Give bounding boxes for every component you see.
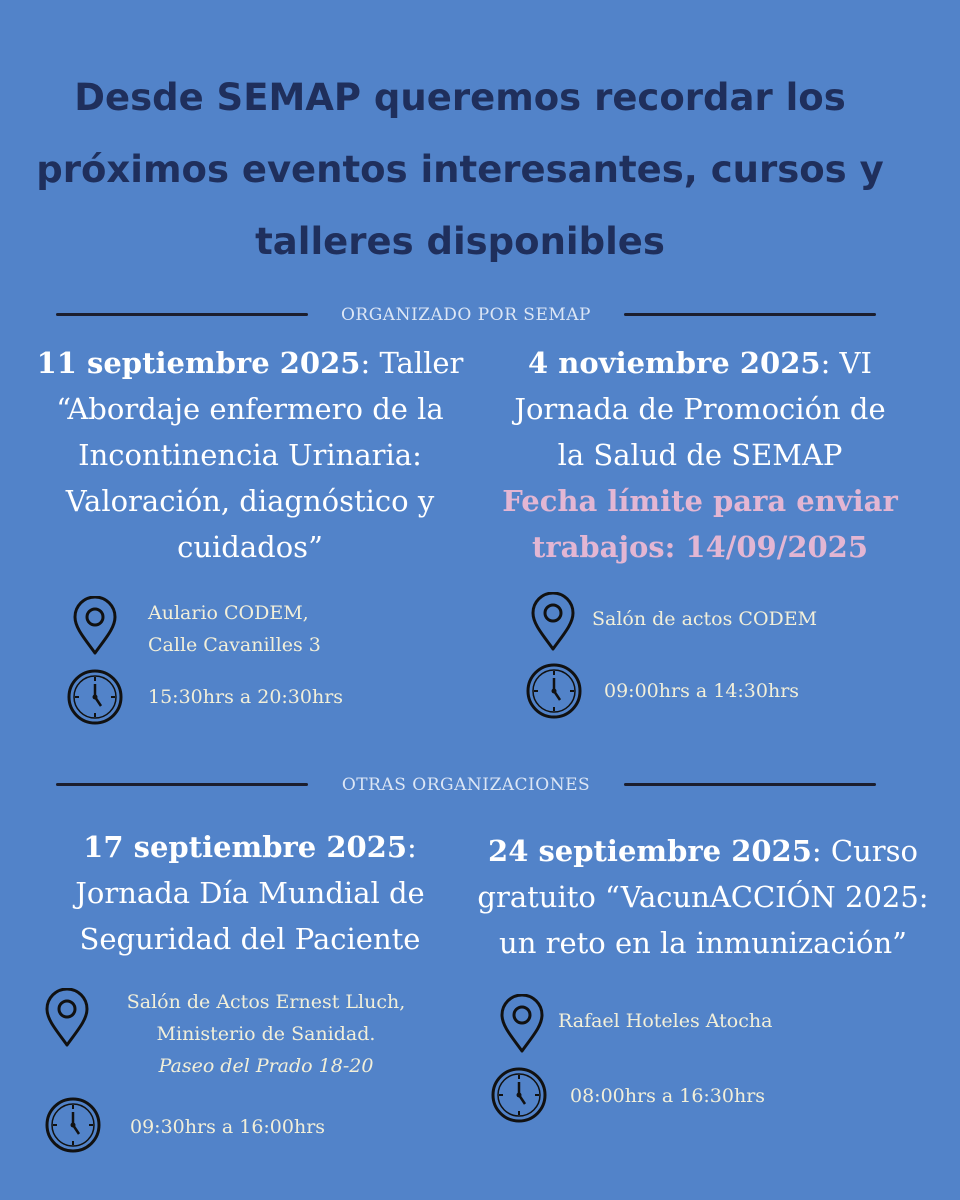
event-2-time: 09:00hrs a 14:30hrs: [604, 680, 800, 702]
headline-line-2: próximos eventos interesantes, cursos y: [36, 148, 884, 191]
event-3-title-line-3: Seguridad del Paciente: [79, 922, 421, 956]
event-3-location-line-1: Salón de Actos Ernest Lluch,: [126, 991, 406, 1013]
section-divider-others: [56, 773, 876, 797]
event-1-time: 15:30hrs a 20:30hrs: [148, 686, 344, 708]
section-label-others: OTRAS ORGANIZACIONES: [341, 775, 591, 795]
event-1-location: [148, 597, 321, 661]
event-3-title: [20, 824, 480, 962]
event-2-deadline-line-1: Fecha límite para enviar: [502, 484, 898, 518]
map-pin-icon: [42, 988, 92, 1048]
event-4-title-line-3: un reto en la inmunización”: [499, 926, 907, 960]
event-2-title-line-2: Jornada de Promoción de: [514, 392, 886, 426]
event-2-title: [480, 340, 920, 570]
map-pin-icon: [528, 592, 578, 652]
divider-line-right: [624, 783, 876, 786]
event-1-title-line-1: : Taller: [360, 346, 464, 380]
event-1-title: [30, 340, 470, 570]
event-4-location: Rafael Hoteles Atocha: [558, 1010, 773, 1032]
section-label-semap: ORGANIZADO POR SEMAP: [340, 305, 591, 325]
headline-line-3: talleres disponibles: [255, 220, 665, 263]
event-1-title-line-2: “Abordaje enfermero de la: [56, 392, 444, 426]
event-1-location-line-1: Aulario CODEM,: [148, 602, 309, 624]
event-4-time: 08:00hrs a 16:30hrs: [570, 1085, 766, 1107]
event-1-date: 11 septiembre 2025: [36, 346, 361, 380]
clock-icon: [490, 1066, 548, 1124]
event-2-deadline-line-2: trabajos: 14/09/2025: [531, 530, 869, 564]
clock-icon: [66, 668, 124, 726]
event-3-title-line-1: :: [407, 830, 417, 864]
event-2-title-line-1: : VI: [820, 346, 872, 380]
map-pin-icon: [70, 596, 120, 656]
event-1-title-line-3: Incontinencia Urinaria:: [78, 438, 422, 472]
event-3-title-line-2: Jornada Día Mundial de: [75, 876, 425, 910]
event-1-title-line-4: Valoración, diagnóstico y: [65, 484, 435, 518]
event-2-title-line-3: la Salud de SEMAP: [557, 438, 843, 472]
event-3-location-line-2: Ministerio de Sanidad.: [156, 1023, 376, 1045]
event-3-time: 09:30hrs a 16:00hrs: [130, 1116, 326, 1138]
headline: [20, 62, 900, 278]
clock-icon: [525, 662, 583, 720]
event-3-location-line-3: Paseo del Prado 18-20: [158, 1055, 374, 1077]
event-2-location: Salón de actos CODEM: [592, 608, 818, 630]
headline-line-1: Desde SEMAP queremos recordar los: [74, 76, 846, 119]
event-4-title-line-1: : Curso: [811, 834, 918, 868]
event-2-date: 4 noviembre 2025: [528, 346, 821, 380]
divider-line-right: [624, 313, 876, 316]
event-4-title: [468, 828, 938, 966]
event-1-location-line-2: Calle Cavanilles 3: [148, 634, 321, 656]
event-1-title-line-5: cuidados”: [177, 530, 323, 564]
clock-icon: [44, 1096, 102, 1154]
map-pin-icon: [497, 994, 547, 1054]
event-3-date: 17 septiembre 2025: [83, 830, 408, 864]
event-4-date: 24 septiembre 2025: [488, 834, 812, 868]
event-4-title-line-2: gratuito “VacunACCIÓN 2025:: [477, 880, 929, 914]
section-divider-semap: [56, 303, 876, 327]
event-3-location: [96, 986, 436, 1082]
